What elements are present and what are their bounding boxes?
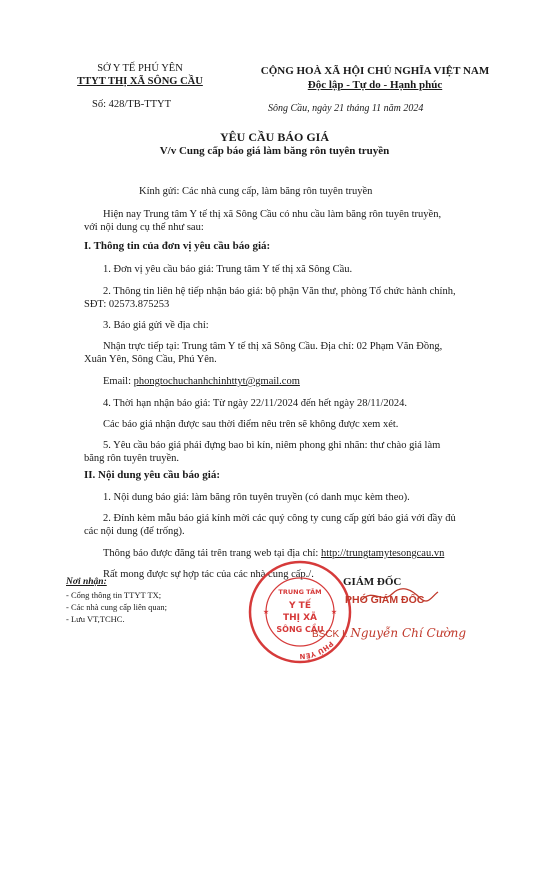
signature-title: GIÁM ĐỐC	[343, 576, 402, 588]
section-1-item-2: 2. Thông tin liên hệ tiếp nhận báo giá: bộ phận Văn thư, phòng Tổ chức hành chính,	[103, 286, 456, 297]
website-link[interactable]: http://trungtamytesongcau.vn	[320, 548, 445, 559]
section-1-item-5-cont: băng rôn tuyên truyền.	[84, 453, 180, 464]
section-2-item-2-cont: các nội dung (để trống).	[84, 526, 185, 537]
section-2-item-1: 1. Nội dung báo giá: làm băng rôn tuyên truyền (có danh mục kèm theo).	[103, 492, 410, 503]
seal-line-2: THỊ XÃ	[282, 613, 318, 623]
email-link[interactable]: phongtochuchanhchinhttyt@gmail.com	[133, 376, 300, 387]
section-1-item-4: 4. Thời hạn nhận báo giá: Từ ngày 22/11/2024 đến hết ngày 28/11/2024.	[103, 398, 408, 409]
document-date: Sông Cầu, ngày 21 tháng 11 năm 2024	[268, 103, 424, 114]
national-motto: Độc lập - Tự do - Hạnh phúc	[307, 79, 443, 91]
parent-organization: SỞ Y TẾ PHÚ YÊN	[97, 63, 183, 74]
signer-name	[312, 626, 466, 640]
section-2-item-2: 2. Đính kèm mẫu báo giá kính mời các quý công ty cung cấp gửi báo giá với đầy đủ	[103, 513, 456, 524]
seal-line-3: SÔNG CẦU	[276, 625, 324, 634]
section-1-item-3: 3. Báo giá gửi về địa chỉ:	[103, 320, 209, 331]
issuing-organization	[60, 62, 220, 88]
section-1-item-3-address-cont: Xuân Yên, Sông Cầu, Phú Yên.	[84, 354, 217, 365]
handwritten-signature-icon	[360, 586, 440, 606]
signature-subtitle: PHÓ GIÁM ĐỐC	[345, 594, 425, 606]
section-2-heading: II. Nội dung yêu cầu báo giá:	[84, 469, 221, 481]
signer-prefix: BSCK I.	[312, 629, 351, 640]
section-1-item-4-note: Các báo giá nhận được sau thời điểm nêu trên sẽ không được xem xét.	[103, 419, 399, 430]
website-label: Thông báo được đăng tải trên trang web tại địa chỉ:	[103, 548, 321, 559]
document-subtitle: V/v Cung cấp báo giá làm băng rôn tuyên truyền	[159, 145, 390, 157]
recipient-item: - Các nhà cung cấp liên quan;	[66, 602, 168, 612]
recipients-title: Nơi nhận:	[66, 577, 107, 587]
seal-top-text: TRUNG TÂM	[278, 588, 322, 596]
section-1-item-5: 5. Yêu cầu báo giá phải đựng bao bì kín, niêm phong ghi nhãn: thư chào giá làm	[103, 440, 441, 451]
organization-name: TTYT THỊ XÃ SÔNG CẦU	[77, 76, 203, 87]
country-name: CỘNG HOÀ XÃ HỘI CHỦ NGHĨA VIỆT NAM	[260, 65, 490, 77]
intro-line-2: với nội dung cụ thể như sau:	[84, 222, 204, 233]
intro-line-1: Hiện nay Trung tâm Y tế thị xã Sông Cầu có nhu cầu làm băng rôn tuyên truyền,	[103, 209, 442, 220]
greeting: Kính gửi: Các nhà cung cấp, làm băng rôn tuyên truyền	[139, 186, 373, 197]
email-line	[103, 375, 300, 388]
seal-star-icon: ★	[330, 608, 338, 616]
seal-ring-text: PHÚ YÊN	[299, 639, 335, 661]
closing-line: Rất mong được sự hợp tác của các nhà cung cấp./.	[103, 569, 314, 580]
document-title: YÊU CẦU BÁO GIÁ	[219, 130, 329, 144]
national-header	[240, 64, 510, 92]
email-label: Email:	[103, 376, 134, 387]
recipient-item: - Cổng thông tin TTYT TX;	[66, 590, 162, 600]
seal-star-icon: ★	[262, 608, 270, 616]
official-seal	[246, 558, 354, 666]
section-1-heading: I. Thông tin của đơn vị yêu cầu báo giá:	[84, 240, 271, 252]
section-1-item-2-phone: SĐT: 02573.875253	[84, 299, 170, 310]
seal-line-1: Y TẾ	[289, 601, 311, 611]
section-1-item-3-address: Nhận trực tiếp tại: Trung tâm Y tế thị xã Sông Cầu. Địa chỉ: 02 Phạm Văn Đồng,	[103, 341, 443, 352]
signer-full-name: Nguyễn Chí Cường	[350, 626, 467, 640]
document-number: Số: 428/TB-TTYT	[92, 99, 172, 110]
section-1-item-1: 1. Đơn vị yêu cầu báo giá: Trung tâm Y tế thị xã Sông Cầu.	[103, 264, 353, 275]
recipient-item: - Lưu VT,TCHC.	[66, 614, 125, 624]
